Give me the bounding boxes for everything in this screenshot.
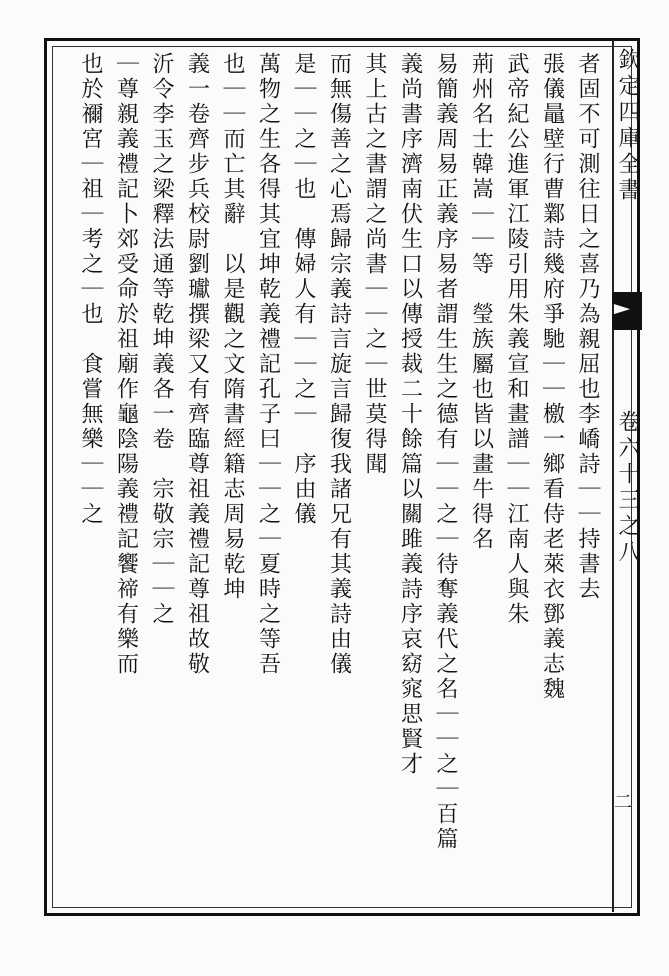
- text-column: 義一卷齊步兵校尉劉瓛撰梁又有齊臨尊祖義禮記尊祖故敬: [184, 52, 210, 677]
- text-column: 是｜｜之｜也 傳婦人有｜｜之｜ 序由儀: [291, 52, 316, 527]
- text-column: 其上古之書謂之尚書｜｜之｜世莫得聞: [362, 52, 387, 477]
- page-margin: [612, 40, 640, 912]
- page-number: 二: [614, 792, 632, 813]
- text-column: 萬物之生各得其宜坤乾義禮記孔子曰｜｜之｜夏時之等吾: [255, 52, 281, 677]
- section-label: 卷六十三之八: [615, 410, 640, 566]
- text-column: 易簡義周易正義序易者謂生生之德有｜｜之｜待奪義代之名｜｜之｜百篇: [433, 52, 458, 852]
- text-column: 沂令李玉之梁釋法通等乾坤義各一卷 宗敬宗｜｜之: [149, 52, 174, 627]
- text-column: 義尚書序濟南伏生口以傳授裁二十餘篇以關雎義詩序哀窈窕思賢才: [397, 52, 423, 777]
- text-column: 也｜｜而亡其辭 以是觀之文隋書經籍志周易乾坤: [220, 52, 245, 602]
- text-column: 也於禰宮｜祖｜考之｜也 食嘗無樂｜｜之: [78, 52, 103, 527]
- text-column: 而無傷善之心焉歸宗義詩言旋言歸復我諸兄有其義詩由儀: [326, 52, 352, 677]
- text-column: 張儀鼂壁行曹鄴詩幾府爭馳｜｜檄一鄉看侍老萊衣鄧義志魏: [539, 52, 565, 702]
- text-column: 荊州名士韓嵩｜｜等 瑩族屬也皆以畫牛得名: [468, 52, 494, 552]
- text-column: 者固不可測往日之喜乃為親屈也李嶠詩｜｜持書去: [575, 52, 600, 602]
- margin-title: 欽定四庫全書: [615, 48, 640, 204]
- text-column: ｜尊親義禮記卜郊受命於祖廟作龜陰陽義禮記饗禘有樂而: [113, 52, 139, 677]
- text-column: 武帝紀公進軍江陵引用朱義宣和畫譜｜｜江南人與朱: [504, 52, 529, 627]
